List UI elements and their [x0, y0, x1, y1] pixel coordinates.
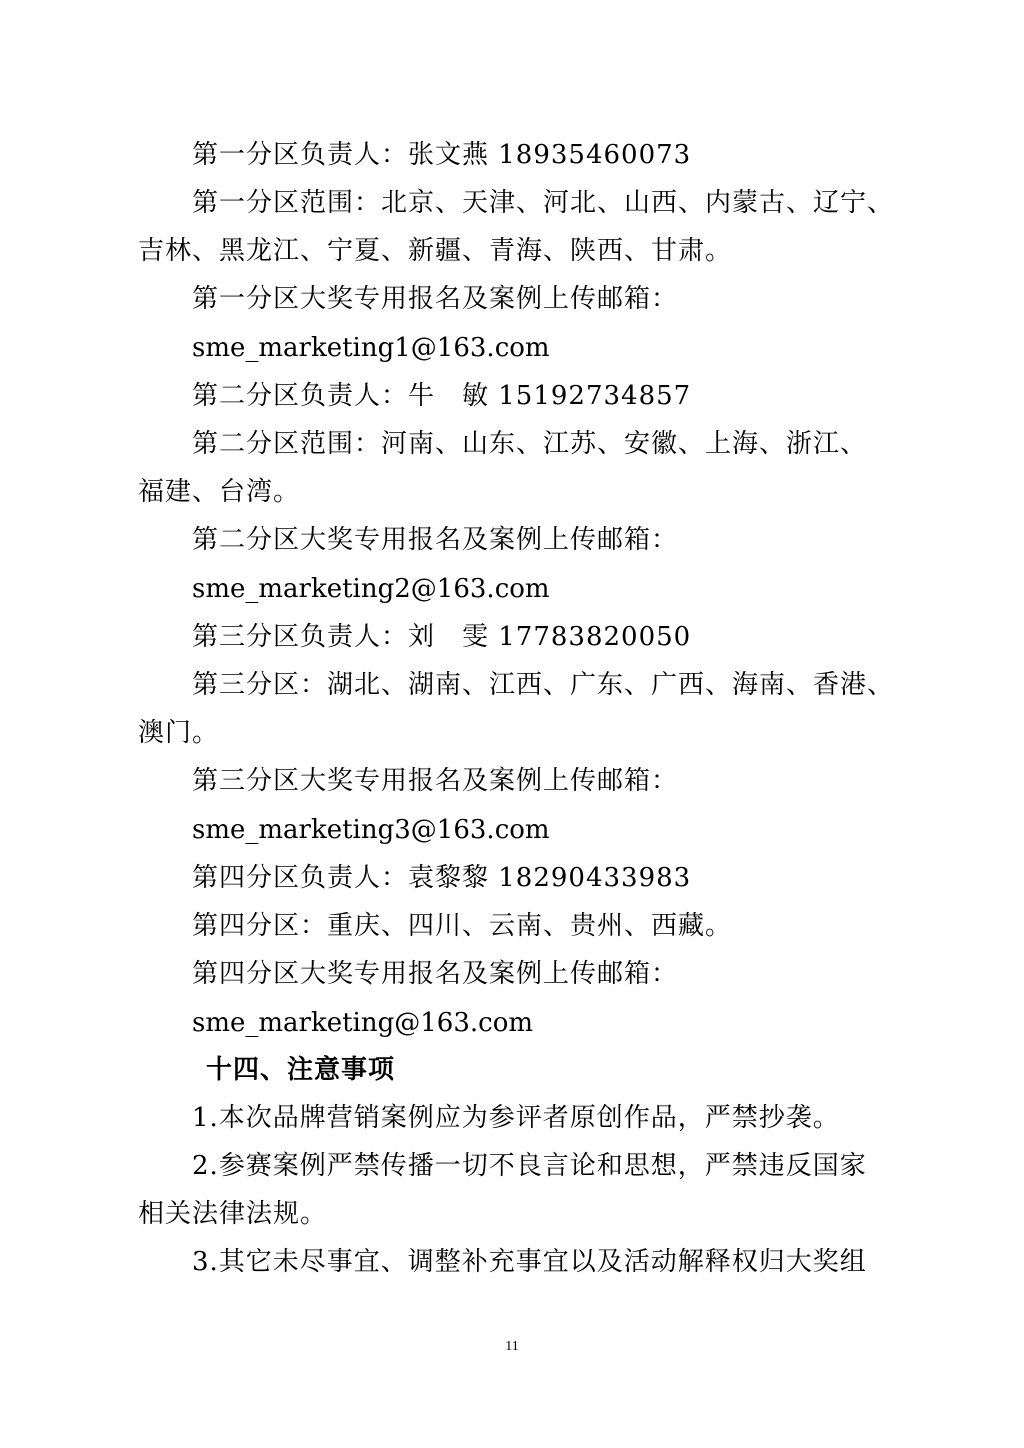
zone4-email: sme_marketing@163.com — [192, 1008, 534, 1038]
zone2-contact: 第二分区负责人：牛 敏 15192734857 — [192, 381, 692, 411]
zone1-email-label: 第一分区大奖专用报名及案例上传邮箱： — [192, 284, 679, 314]
zone1-scope: 第一分区范围：北京、天津、河北、山西、内蒙古、辽宁、 — [192, 188, 895, 218]
zone3-email-label: 第三分区大奖专用报名及案例上传邮箱： — [192, 766, 679, 796]
notice-item-1: 1.本次品牌营销案例应为参评者原创作品，严禁抄袭。 — [192, 1103, 840, 1133]
zone1-contact: 第一分区负责人：张文燕 18935460073 — [192, 140, 692, 170]
page-number: 11 — [505, 1339, 519, 1354]
section-heading: 十四、注意事项 — [206, 1055, 396, 1085]
zone3-scope: 第三分区：湖北、湖南、江西、广东、广西、海南、香港、 — [192, 670, 895, 700]
zone4-scope: 第四分区：重庆、四川、云南、贵州、西藏。 — [192, 911, 733, 941]
zone4-contact: 第四分区负责人：袁黎黎 18290433983 — [192, 863, 692, 893]
zone2-email: sme_marketing2@163.com — [192, 574, 550, 604]
zone2-scope-cont: 福建、台湾。 — [138, 477, 301, 507]
notice-item-2: 2.参赛案例严禁传播一切不良言论和思想，严禁违反国家 — [192, 1151, 867, 1181]
zone4-email-label: 第四分区大奖专用报名及案例上传邮箱： — [192, 959, 679, 989]
zone1-email: sme_marketing1@163.com — [192, 333, 550, 363]
notice-item-3: 3.其它未尽事宜、调整补充事宜以及活动解释权归大奖组 — [192, 1247, 867, 1277]
zone2-scope: 第二分区范围：河南、山东、江苏、安徽、上海、浙江、 — [192, 429, 868, 459]
zone2-email-label: 第二分区大奖专用报名及案例上传邮箱： — [192, 525, 679, 555]
zone3-scope-cont: 澳门。 — [138, 718, 220, 748]
zone1-scope-cont: 吉林、黑龙江、宁夏、新疆、青海、陕西、甘肃。 — [138, 236, 733, 266]
notice-item-2-cont: 相关法律法规。 — [138, 1199, 328, 1229]
zone3-contact: 第三分区负责人：刘 雯 17783820050 — [192, 622, 692, 652]
zone3-email: sme_marketing3@163.com — [192, 815, 550, 845]
